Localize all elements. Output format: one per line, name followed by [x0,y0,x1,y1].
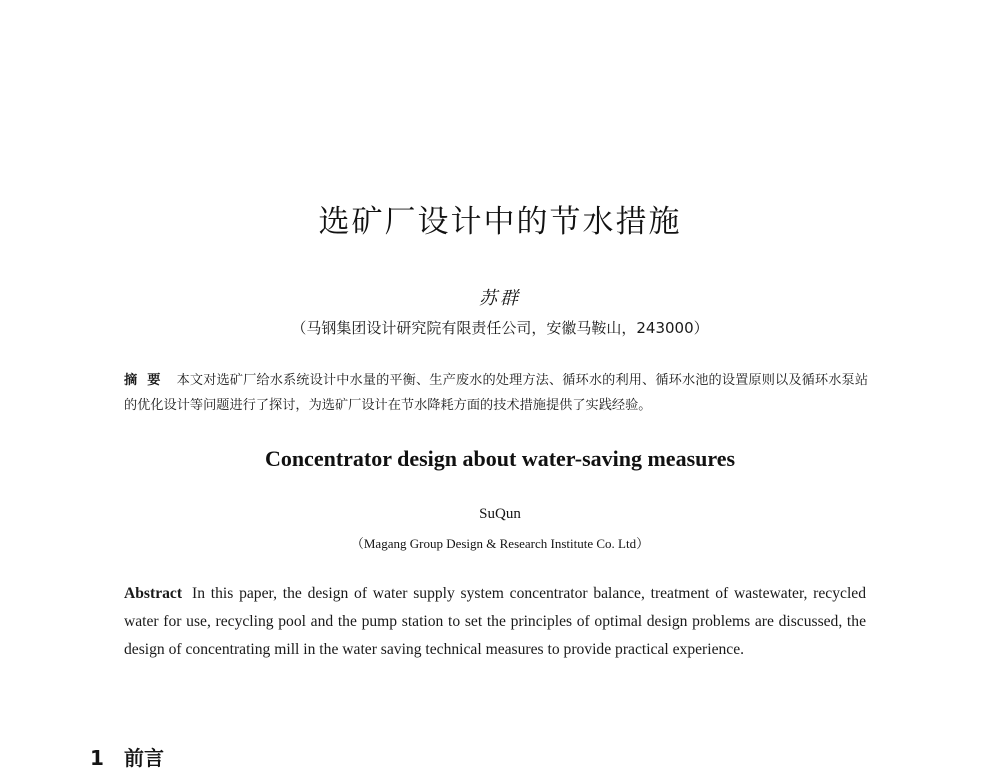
chinese-abstract [124,368,868,418]
section-heading [90,742,164,771]
section-number: 1 [90,746,104,770]
chinese-affiliation: （马钢集团设计研究院有限责任公司，安徽马鞍山，243000） [291,319,709,337]
english-affiliation: （Magang Group Design & Research Institute Co. Ltd） [350,536,650,551]
chinese-author: 苏群 [479,288,521,309]
english-author: SuQun [479,506,521,522]
chinese-abstract-text: 本文对选矿厂给水系统设计中水量的平衡、生产废水的处理方法、循环水的利用、循环水池的设置原则以及循环水泵站的优化设计等问题进行了探讨，为选矿厂设计在节水降耗方面的技术措施提供了实践经验。 [124,373,869,413]
chinese-title: 选矿厂设计中的节水措施 [318,204,682,240]
english-abstract-text: In this paper, the design of water supply system concentrator balance, treatment of wastewater, recycled water for use, recycling pool and the pump station to set the principles of optimal design problems are discussed, the design of concentrating mill in the water saving technical measures to provide practical experience. [124,585,866,658]
english-abstract-label: Abstract [124,585,183,602]
section-title: 前言 [124,746,164,770]
chinese-abstract-label: 摘要 [124,373,171,388]
english-abstract [124,580,866,664]
english-title: Concentrator design about water-saving measures [264,446,736,471]
